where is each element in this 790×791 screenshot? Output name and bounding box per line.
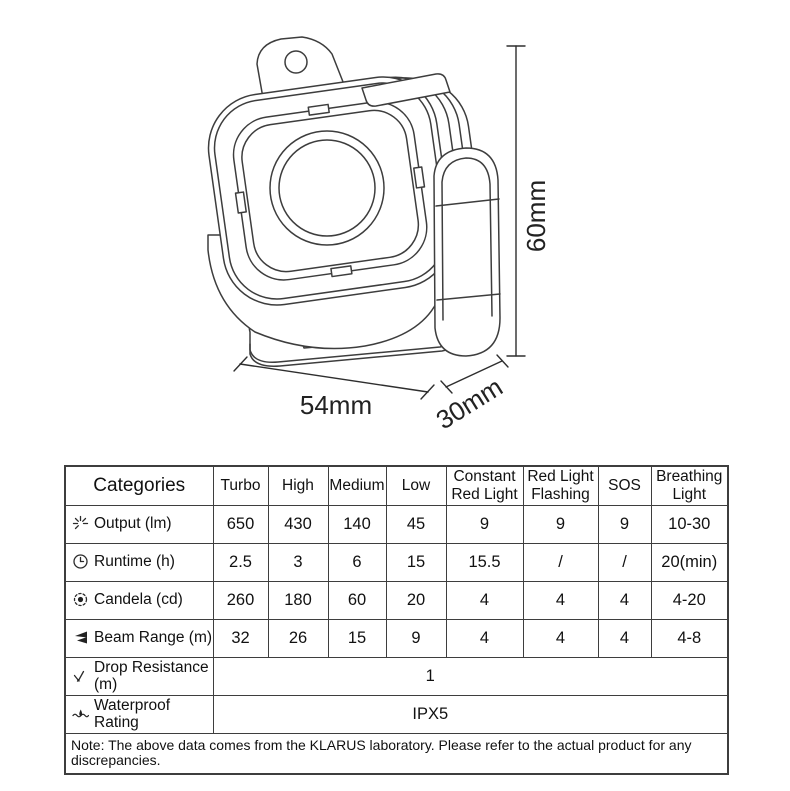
cell-candela-high: 180: [268, 581, 328, 619]
candela-icon: [72, 591, 89, 608]
cell-candela-turbo: 260: [213, 581, 268, 619]
cell-runtime-high: 3: [268, 543, 328, 581]
table-row-output: [65, 505, 728, 543]
table-row-waterproof: [65, 695, 728, 733]
header-turbo: Turbo: [213, 466, 268, 505]
dimension-depth-label: 30mm: [430, 371, 508, 436]
cell-beam-high: 26: [268, 619, 328, 657]
cell-waterproof-value: IPX5: [213, 695, 728, 733]
table-row-candela: [65, 581, 728, 619]
cell-runtime-turbo: 2.5: [213, 543, 268, 581]
cell-runtime-low: 15: [386, 543, 446, 581]
table-row-drop-resistance: [65, 657, 728, 695]
cell-beam-breathing: 4-8: [651, 619, 728, 657]
dimension-width-label: 54mm: [299, 390, 373, 420]
cell-beam-turbo: 32: [213, 619, 268, 657]
cell-beam-low: 9: [386, 619, 446, 657]
cell-runtime-sos: /: [598, 543, 651, 581]
table-row-note: [65, 733, 728, 774]
header-breathing-light: Breathing Light: [651, 466, 728, 505]
row-label-runtime: Runtime (h): [94, 553, 175, 571]
note-text: Note: The above data comes from the KLARUS laboratory. Please refer to the actual product for any discrepancies.: [65, 733, 728, 774]
runtime-icon: [72, 553, 89, 570]
cell-output-turbo: 650: [213, 505, 268, 543]
cell-output-red-flashing: 9: [523, 505, 598, 543]
waterproof-icon: [72, 706, 89, 723]
drop-resistance-icon: [72, 668, 89, 685]
cell-output-sos: 9: [598, 505, 651, 543]
table-header-row: [65, 466, 728, 505]
cell-output-breathing: 10-30: [651, 505, 728, 543]
cell-candela-sos: 4: [598, 581, 651, 619]
lens: [270, 131, 384, 245]
header-medium: Medium: [328, 466, 386, 505]
cell-beam-medium: 15: [328, 619, 386, 657]
header-low: Low: [386, 466, 446, 505]
cell-output-high: 430: [268, 505, 328, 543]
beam-range-icon: [72, 629, 89, 646]
cell-candela-medium: 60: [328, 581, 386, 619]
header-categories: Categories: [65, 466, 213, 505]
cell-candela-low: 20: [386, 581, 446, 619]
header-red-light-flashing: Red Light Flashing: [523, 466, 598, 505]
row-label-candela: Candela (cd): [94, 591, 183, 609]
cell-beam-red-flashing: 4: [523, 619, 598, 657]
header-sos: SOS: [598, 466, 651, 505]
row-label-waterproof: Waterproof Rating: [94, 696, 171, 731]
cell-candela-breathing: 4-20: [651, 581, 728, 619]
cell-candela-constant-red: 4: [446, 581, 523, 619]
row-label-drop-resistance: Drop Resistance (m): [94, 658, 209, 693]
cell-output-medium: 140: [328, 505, 386, 543]
cell-runtime-medium: 6: [328, 543, 386, 581]
row-label-output: Output (lm): [94, 515, 172, 533]
table-row-runtime: [65, 543, 728, 581]
cell-runtime-constant-red: 15.5: [446, 543, 523, 581]
cell-drop-resistance-value: 1: [213, 657, 728, 695]
dimension-height: [507, 46, 551, 356]
cell-beam-sos: 4: [598, 619, 651, 657]
output-icon: [72, 515, 89, 532]
cell-runtime-breathing: 20(min): [651, 543, 728, 581]
header-constant-red-light: Constant Red Light: [446, 466, 523, 505]
spec-table: [64, 465, 729, 775]
cell-candela-red-flashing: 4: [523, 581, 598, 619]
dimension-depth: [431, 355, 508, 435]
cell-output-low: 45: [386, 505, 446, 543]
stand-bracket: [434, 148, 500, 356]
header-high: High: [268, 466, 328, 505]
row-label-beam-range: Beam Range (m): [94, 629, 213, 647]
cell-runtime-red-flashing: /: [523, 543, 598, 581]
dimension-height-label: 60mm: [521, 179, 551, 253]
cell-output-constant-red: 9: [446, 505, 523, 543]
dimension-width: [234, 357, 434, 420]
cell-beam-constant-red: 4: [446, 619, 523, 657]
table-row-beam-range: [65, 619, 728, 657]
